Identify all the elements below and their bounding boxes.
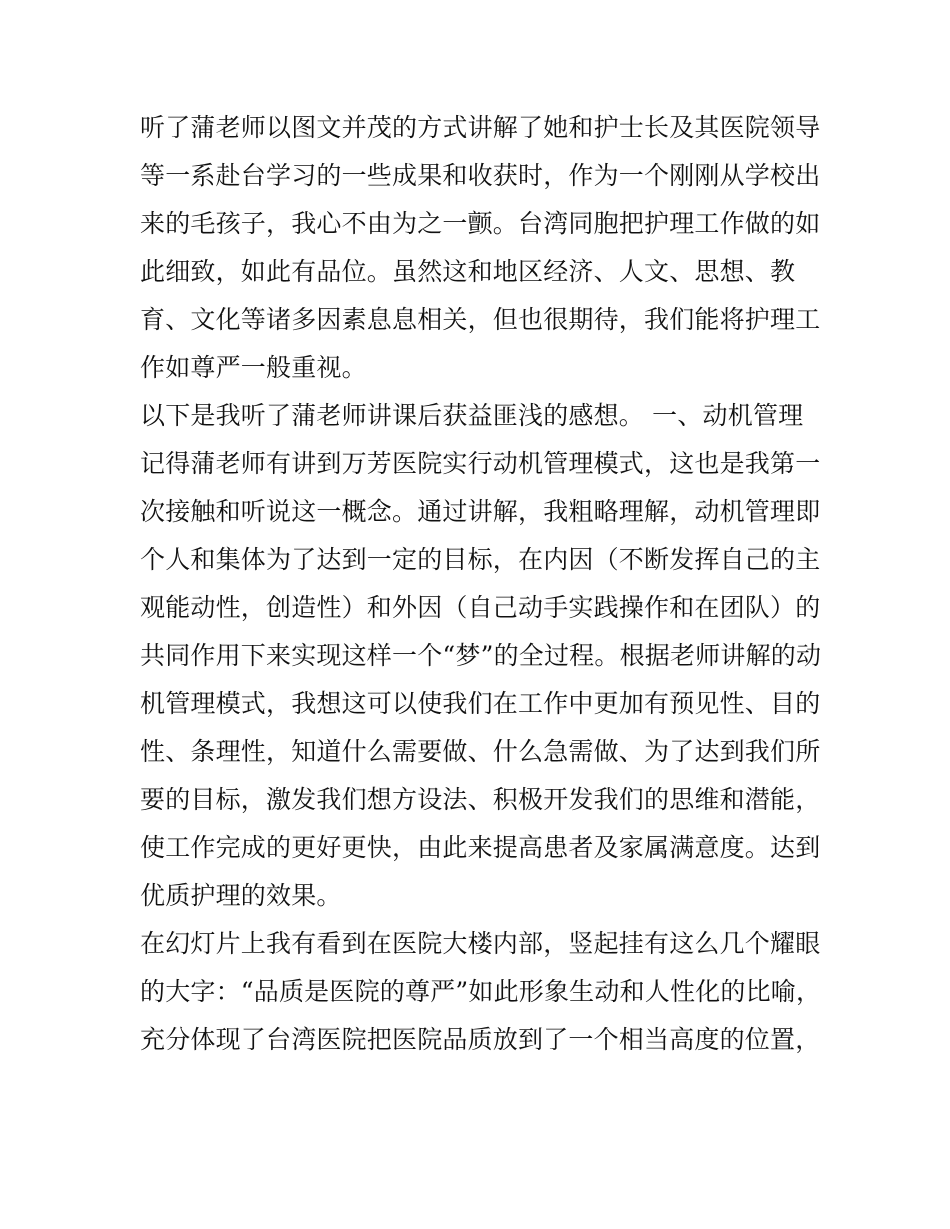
text-line: 个人和集体为了达到一定的目标，在内因（不断发挥自己的主 <box>140 545 821 574</box>
text-line: 性、条理性，知道什么需要做、什么急需做、为了达到我们所 <box>140 737 821 766</box>
text-line: 此细致，如此有品位。虽然这和地区经济、人文、思想、教 <box>140 257 796 286</box>
text-line: 优质护理的效果。 <box>140 881 342 910</box>
text-line: 充分体现了台湾医院把医院品质放到了一个相当高度的位置， <box>140 1025 821 1054</box>
text-line: 听了蒲老师以图文并茂的方式讲解了她和护士长及其医院领导 <box>140 113 821 142</box>
text-line: 等一系赴台学习的一些成果和收获时，作为一个刚刚从学校出 <box>140 161 821 190</box>
text-line: 在幻灯片上我有看到在医院大楼内部，竖起挂有这么几个耀眼 <box>140 929 821 958</box>
text-line: 记得蒲老师有讲到万芳医院实行动机管理模式，这也是我第一 <box>140 449 821 478</box>
text-line: 使工作完成的更好更快，由此来提高患者及家属满意度。达到 <box>140 833 821 862</box>
text-line: 机管理模式，我想这可以使我们在工作中更加有预见性、目的 <box>140 689 821 718</box>
text-line: 来的毛孩子，我心不由为之一颤。台湾同胞把护理工作做的如 <box>140 209 821 238</box>
document-body <box>140 104 822 1064</box>
text-line: 要的目标，激发我们想方设法、积极开发我们的思维和潜能， <box>140 785 821 814</box>
text-line: 作如尊严一般重视。 <box>140 353 367 382</box>
text-line: 次接触和听说这一概念。通过讲解，我粗略理解，动机管理即 <box>140 497 821 526</box>
text-line: 的大字：“品质是医院的尊严”如此形象生动和人性化的比喻， <box>140 977 822 1006</box>
text-line: 育、文化等诸多因素息息相关，但也很期待，我们能将护理工 <box>140 305 821 334</box>
text-line: 以下是我听了蒲老师讲课后获益匪浅的感想。 一、动机管理 <box>140 401 804 430</box>
text-line: 观能动性，创造性）和外因（自己动手实践操作和在团队）的 <box>140 593 821 622</box>
text-line: 共同作用下来实现这样一个“梦”的全过程。根据老师讲解的动 <box>140 641 822 670</box>
